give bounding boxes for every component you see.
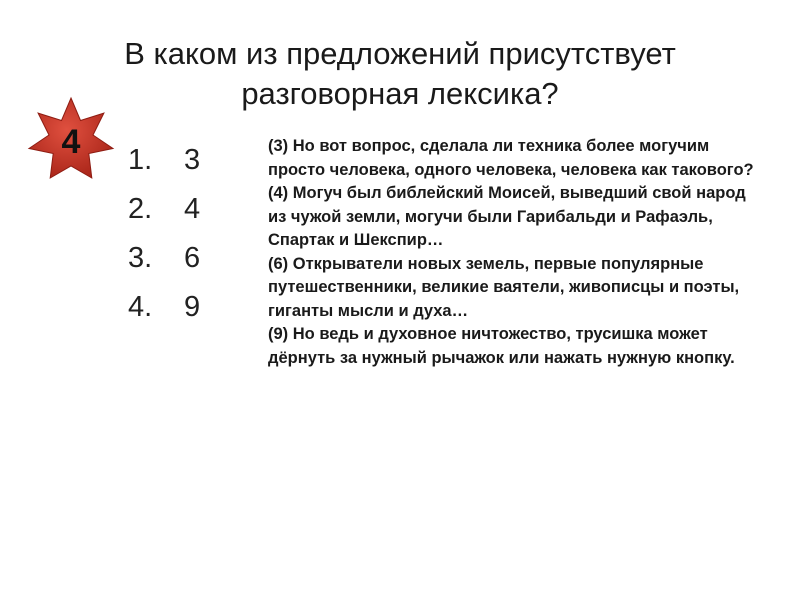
slide-title <box>40 34 760 114</box>
option-number: 4. <box>128 291 153 323</box>
option-value: 9 <box>184 291 201 323</box>
sentence-3: (3) Но вот вопрос, сделала ли техника более могучим просто человека, одного человека, человека как такового? <box>268 137 754 179</box>
answer-option <box>128 185 200 234</box>
option-value: 3 <box>184 144 201 176</box>
answer-option <box>128 283 200 332</box>
title-line-2: разговорная лексика? <box>241 76 559 111</box>
answer-option <box>128 136 200 185</box>
option-number: 3. <box>128 242 153 274</box>
sentence-4: (4) Могуч был библейский Моисей, выведший свой народ из чужой земли, могучи были Гарибальди и Рафаэль, Спартак и Шекспир… <box>268 184 746 249</box>
option-number: 2. <box>128 193 153 225</box>
option-value: 4 <box>184 193 201 225</box>
sentence-quotes <box>268 135 758 370</box>
option-number: 1. <box>128 144 153 176</box>
title-line-1: В каком из предложений присутствует <box>124 36 676 71</box>
sentence-9: (9) Но ведь и духовное ничтожество, трусишка может дёрнуть за нужный рычажок или нажать нужную кнопку. <box>268 325 735 367</box>
answer-option <box>128 234 200 283</box>
badge-label: 4 <box>61 122 81 161</box>
answer-list <box>128 136 200 332</box>
sentence-6: (6) Открыватели новых земель, первые популярные путешественники, великие ваятели, живописцы и поэты, гиганты мысли и духа… <box>268 254 740 320</box>
answer-badge <box>26 96 116 186</box>
option-value: 6 <box>184 242 201 274</box>
